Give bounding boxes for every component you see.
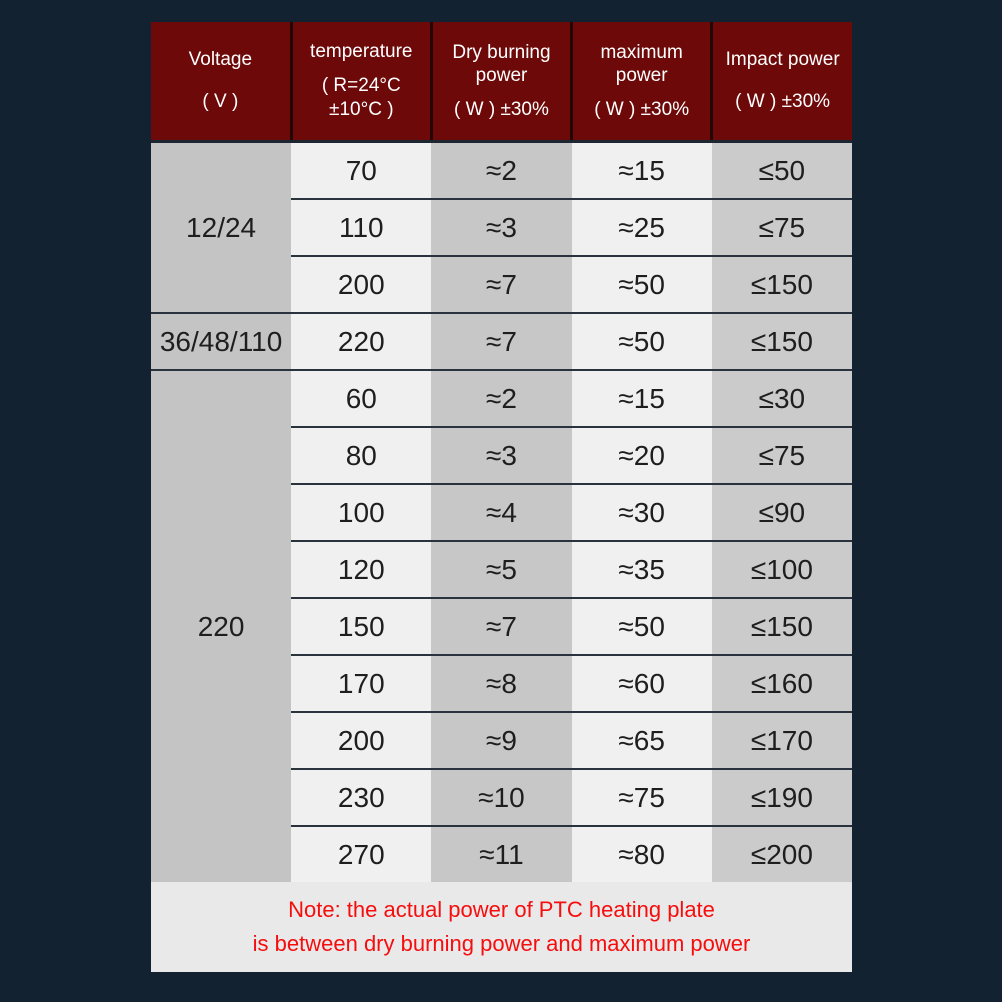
temperature-cell: 230 bbox=[291, 769, 431, 826]
header-temperature-unit: ( R=24°C ±10°C ) bbox=[321, 75, 401, 120]
impact-power-cell: ≤100 bbox=[712, 541, 852, 598]
dry-burning-power-cell: ≈7 bbox=[431, 256, 571, 313]
temperature-cell: 200 bbox=[291, 256, 431, 313]
header-impact-power-label: Impact power bbox=[725, 49, 840, 71]
header-dry-burning-power-unit: ( W ) ±30% bbox=[454, 98, 549, 120]
maximum-power-cell: ≈65 bbox=[572, 712, 712, 769]
temperature-cell: 150 bbox=[291, 598, 431, 655]
impact-power-cell: ≤50 bbox=[712, 142, 852, 200]
header-impact-power-unit: ( W ) ±30% bbox=[735, 90, 831, 112]
maximum-power-cell: ≈50 bbox=[572, 598, 712, 655]
temperature-cell: 270 bbox=[291, 826, 431, 882]
footnote-line-2: is between dry burning power and maximum power bbox=[252, 930, 751, 956]
dry-burning-power-cell: ≈5 bbox=[431, 541, 571, 598]
header-maximum-power-unit: ( W ) ±30% bbox=[594, 98, 690, 120]
voltage-cell: 220 bbox=[151, 370, 291, 882]
temperature-cell: 200 bbox=[291, 712, 431, 769]
dry-burning-power-cell: ≈10 bbox=[431, 769, 571, 826]
table-body bbox=[151, 142, 852, 883]
temperature-cell: 100 bbox=[291, 484, 431, 541]
footnote-line-1: Note: the actual power of PTC heating plate bbox=[288, 897, 715, 923]
maximum-power-cell: ≈15 bbox=[572, 370, 712, 427]
header-temperature-label: temperature bbox=[310, 41, 413, 63]
dry-burning-power-cell: ≈2 bbox=[431, 370, 571, 427]
temperature-cell: 170 bbox=[291, 655, 431, 712]
maximum-power-cell: ≈50 bbox=[572, 256, 712, 313]
maximum-power-cell: ≈75 bbox=[572, 769, 712, 826]
temperature-cell: 70 bbox=[291, 142, 431, 200]
maximum-power-cell: ≈25 bbox=[572, 199, 712, 256]
spec-sheet bbox=[151, 22, 852, 972]
temperature-cell: 220 bbox=[291, 313, 431, 370]
dry-burning-power-cell: ≈2 bbox=[431, 142, 571, 200]
spec-table bbox=[151, 22, 852, 882]
header-maximum-power-label: maximum power bbox=[600, 41, 683, 86]
header-impact-power bbox=[712, 22, 852, 142]
dry-burning-power-cell: ≈11 bbox=[431, 826, 571, 882]
table-row bbox=[151, 370, 852, 427]
temperature-cell: 60 bbox=[291, 370, 431, 427]
maximum-power-cell: ≈50 bbox=[572, 313, 712, 370]
temperature-cell: 110 bbox=[291, 199, 431, 256]
table-row bbox=[151, 142, 852, 200]
table-header bbox=[151, 22, 852, 142]
temperature-cell: 80 bbox=[291, 427, 431, 484]
maximum-power-cell: ≈15 bbox=[572, 142, 712, 200]
header-voltage bbox=[151, 22, 291, 142]
maximum-power-cell: ≈60 bbox=[572, 655, 712, 712]
dry-burning-power-cell: ≈7 bbox=[431, 598, 571, 655]
maximum-power-cell: ≈30 bbox=[572, 484, 712, 541]
impact-power-cell: ≤160 bbox=[712, 655, 852, 712]
header-maximum-power bbox=[572, 22, 712, 142]
dry-burning-power-cell: ≈8 bbox=[431, 655, 571, 712]
header-row bbox=[151, 22, 852, 142]
header-dry-burning-power-label: Dry burning power bbox=[452, 41, 551, 86]
dry-burning-power-cell: ≈3 bbox=[431, 199, 571, 256]
maximum-power-cell: ≈20 bbox=[572, 427, 712, 484]
impact-power-cell: ≤90 bbox=[712, 484, 852, 541]
impact-power-cell: ≤150 bbox=[712, 598, 852, 655]
impact-power-cell: ≤75 bbox=[712, 427, 852, 484]
dry-burning-power-cell: ≈3 bbox=[431, 427, 571, 484]
impact-power-cell: ≤75 bbox=[712, 199, 852, 256]
voltage-cell: 36/48/110 bbox=[151, 313, 291, 370]
temperature-cell: 120 bbox=[291, 541, 431, 598]
voltage-cell: 12/24 bbox=[151, 142, 291, 314]
impact-power-cell: ≤200 bbox=[712, 826, 852, 882]
table-row bbox=[151, 313, 852, 370]
dry-burning-power-cell: ≈7 bbox=[431, 313, 571, 370]
dry-burning-power-cell: ≈9 bbox=[431, 712, 571, 769]
header-temperature bbox=[291, 22, 431, 142]
maximum-power-cell: ≈35 bbox=[572, 541, 712, 598]
header-voltage-unit: ( V ) bbox=[202, 90, 239, 112]
footnote bbox=[151, 882, 852, 972]
maximum-power-cell: ≈80 bbox=[572, 826, 712, 882]
impact-power-cell: ≤170 bbox=[712, 712, 852, 769]
impact-power-cell: ≤30 bbox=[712, 370, 852, 427]
impact-power-cell: ≤150 bbox=[712, 313, 852, 370]
dry-burning-power-cell: ≈4 bbox=[431, 484, 571, 541]
impact-power-cell: ≤150 bbox=[712, 256, 852, 313]
header-dry-burning-power bbox=[431, 22, 571, 142]
header-voltage-label: Voltage bbox=[188, 49, 253, 71]
impact-power-cell: ≤190 bbox=[712, 769, 852, 826]
